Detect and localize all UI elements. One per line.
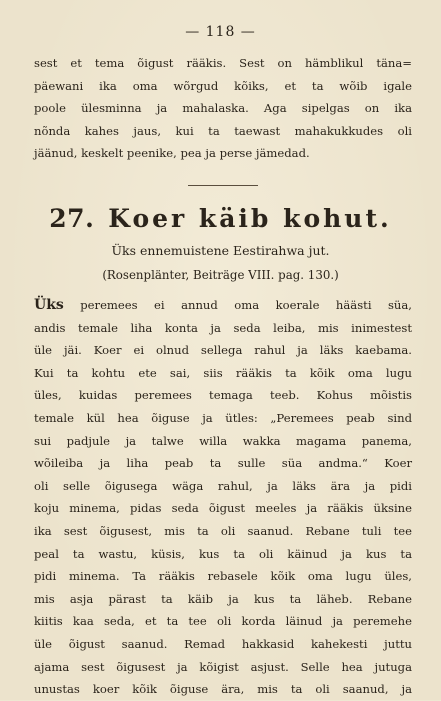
text-line: üle õigust saanud. Remad hakkasid kahekesti juttu: [34, 636, 412, 651]
first-line-rest: peremees ei annud oma koerale häästi süa,: [63, 298, 412, 312]
text-line: kiitis kaa seda, et ta tee oli korda läinud ja peremehe: [34, 614, 412, 629]
story-body: [34, 294, 412, 701]
text-line: ajama sest õigusest ja kõigist asjust. Selle hea jutuga: [34, 659, 412, 674]
page-number: — 118 —: [185, 24, 256, 40]
text-line: Kui ta kohtu ete sai, siis rääkis ta kõik oma lugu: [34, 365, 412, 380]
text-line: nõnda kahes jaus, kui ta taewast mahakukkudes oli: [34, 123, 412, 138]
text-line: pidi minema. Ta rääkis rebasele kõik oma lugu üles,: [34, 569, 412, 584]
text-line: oli selle õigusega wäga rahul, ja läks ära ja pidi: [34, 478, 412, 493]
story-subtitle: Üks ennemuistene Eestirahwa jut.: [111, 243, 330, 258]
text-line: mis asja pärast ta käib ja kus ta läheb. Rebane: [34, 591, 412, 606]
section-divider: [188, 185, 258, 186]
text-line: temale kül hea õiguse ja ütles: „Peremees peab sind: [34, 410, 412, 425]
text-line: üle jäi. Koer ei olnud sellega rahul ja läks kaebama.: [34, 343, 412, 358]
previous-story-ending: [34, 52, 412, 165]
text-line: poole ülesminna ja mahalaskа. Aga sipelgas on ika: [34, 101, 412, 116]
text-line: koju minema, pidas seda õigust meeles ja rääkis üksine: [34, 501, 412, 516]
text-line: wõileiba ja liha peab ta sulle süa andma.“ Koer: [34, 456, 412, 471]
text-line: ika sest õigusest, mis ta oli saanud. Rebane tuli tee: [34, 523, 412, 538]
story-number: 27.: [49, 204, 95, 233]
text-line: [34, 294, 412, 317]
story-title: [0, 202, 441, 236]
story-citation: (Rosenplänter, Beiträge VIII. pag. 130.): [102, 268, 339, 282]
text-line: üles, kuidas peremees temaga teeb. Kohus mõistis: [34, 388, 412, 403]
text-line: peal ta wastu, küsis, kus ta oli käinud ja kus ta: [34, 546, 412, 561]
story-title-text: Koer käib kohut.: [108, 204, 392, 233]
text-line: sest et tema õigust rääkis. Sest on hämblikul täna=: [34, 56, 412, 70]
text-line: sui padjule ja talwe willa wakka magama panema,: [34, 433, 412, 448]
text-line: päewani ika oma wõrgud kõiks, et ta wõib igale: [34, 78, 412, 93]
text-line: jäänud, keskelt peenike, pea ja perse jämedad.: [34, 146, 310, 161]
text-line: unustas koer kõik õiguse ära, mis ta oli saanud, ja: [34, 682, 412, 697]
text-line: andis temale liha konta ja seda leiba, mis inimestest: [34, 320, 412, 335]
initial-word: Üks: [34, 297, 64, 313]
